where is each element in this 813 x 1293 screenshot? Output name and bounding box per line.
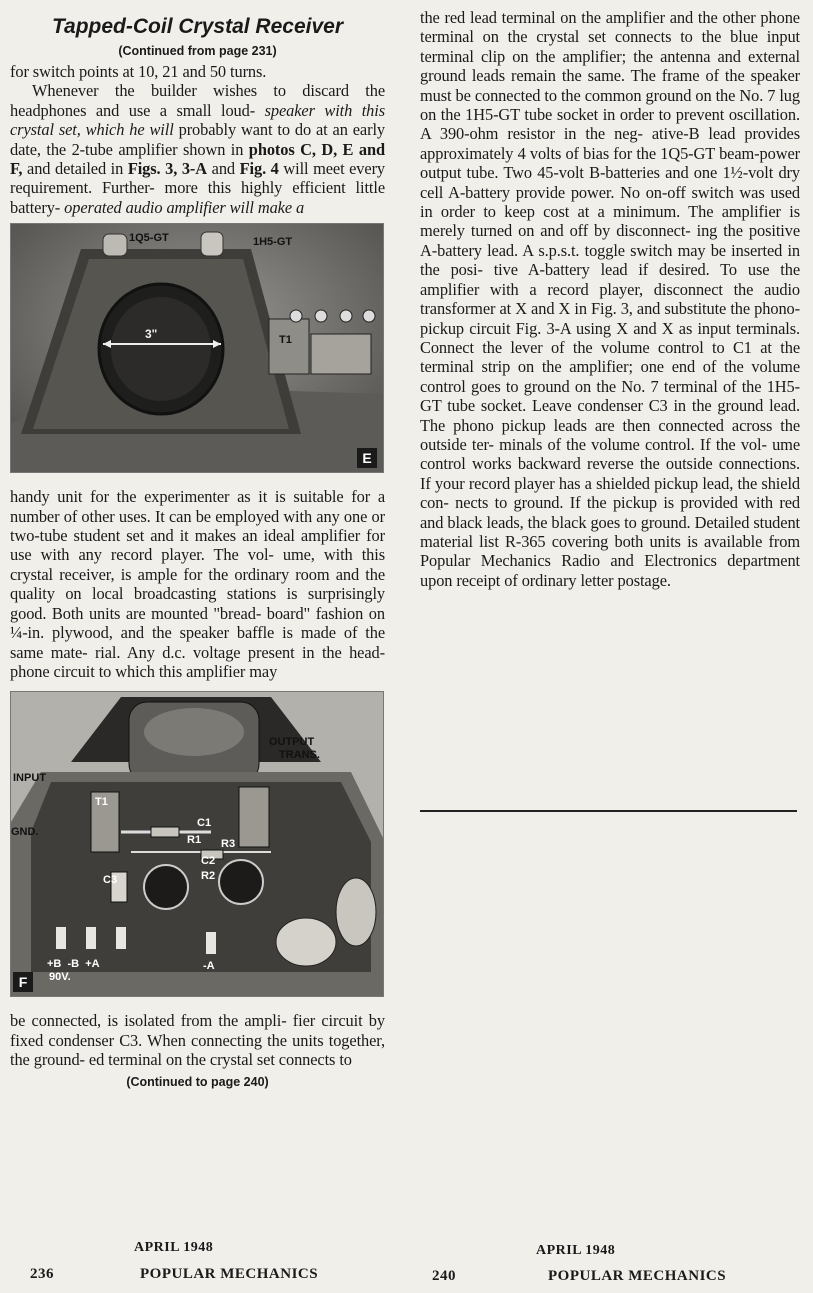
label-t1-f: T1 bbox=[95, 796, 108, 809]
photo-e-illustration bbox=[11, 224, 384, 473]
label-r3: R3 bbox=[221, 838, 236, 851]
footer-left-date: APRIL 1948 bbox=[134, 1240, 214, 1255]
label-1q5-gt: 1Q5-GT bbox=[129, 232, 169, 245]
label-r1: R1 bbox=[187, 834, 202, 847]
label-t1: T1 bbox=[279, 334, 292, 347]
label-90v: 90V. bbox=[49, 971, 71, 984]
right-column bbox=[420, 0, 800, 590]
label-minus-a: -A bbox=[203, 960, 215, 973]
label-input: INPUT bbox=[13, 772, 46, 785]
left-paragraph-4: be connected, is isolated from the ampli- fier circuit by fixed condenser C3. When connecting the units together, the ground- ed terminal on the crystal set connects to bbox=[10, 1011, 385, 1070]
label-c2: C2 bbox=[201, 855, 216, 868]
label-battery-terminals: +B -B +A bbox=[47, 958, 100, 971]
footer-right-page-number: 240 bbox=[432, 1268, 456, 1284]
footer-right-magazine: POPULAR MECHANICS bbox=[548, 1268, 727, 1284]
label-c1: C1 bbox=[197, 817, 212, 830]
footer-left-page-number: 236 bbox=[30, 1266, 54, 1282]
left-column bbox=[10, 0, 385, 1091]
photo-e-letter: E bbox=[357, 448, 377, 468]
label-dimension: 3" bbox=[145, 327, 158, 342]
footer-right-date: APRIL 1948 bbox=[536, 1243, 616, 1258]
article-title: Tapped-Coil Crystal Receiver bbox=[52, 15, 343, 38]
label-output: OUTPUT bbox=[269, 736, 315, 749]
left-paragraph-1: for switch points at 10, 21 and 50 turns. bbox=[10, 62, 267, 81]
continued-to: (Continued to page 240) bbox=[126, 1074, 269, 1089]
label-r2: R2 bbox=[201, 870, 216, 883]
photo-f-amplifier-top-view bbox=[10, 691, 384, 997]
left-paragraph-2: Whenever the builder wishes to discard the headphones and use a small loud- speaker with this crystal set, which he will probably want to do at an early date, the 2-tube amplifier shown in photos C, D, E and F, and detailed in Figs. 3, 3-A and Fig. 4 will meet every requirement. Further- more this highly efficient little battery- operated audio amplifier will make a bbox=[10, 81, 386, 217]
label-c3: C3 bbox=[103, 874, 118, 887]
label-1h5-gt: 1H5-GT bbox=[253, 236, 293, 249]
right-paragraph-1: the red lead terminal on the amplifier and the other phone terminal on the crystal set connects to the blue input terminal clip on the amplifier; the antenna and external ground leads remain the same. The frame of the speaker must be connected to the common ground on the No. 7 lug on the 1H5-GT tube socket in order to prevent oscillation. A 390-ohm resistor in the neg- ative-B lead provides approximately 4 volts of bias for the 1Q5-GT beam-power output tube. Two 45-volt B-batteries and one 1½-volt dry cell A-battery provide power. No on-off switch was used in order to keep cost at a minimum. The amplifier is merely turned on and off by disconnect- ing the positive A-battery lead. A s.p.s.t. toggle switch may be inserted in the posi- tive A-battery lead if desired. To use the amplifier with a record player, disconnect the audio transformer at X and X in Fig. 3, and substitute the phono-pickup circuit Fig. 3-A using X and X as input terminals. Connect the lever of the volume control to C1 at the terminal strip on the amplifier; one end of the volume control goes to ground on the No. 7 terminal of the 1H5- GT tube socket. Leave condenser C3 in the ground lead. The phono pickup leads are then connected across the outside ter- minals of the volume control. If the vol- ume control works backward reverse the outside connections. If your record player has a shielded pickup lead, the shield con- nects to ground. If the pickup is provided with red and black leads, the black goes to ground. Detailed student material list R-365 covering both units is available from Popular Mechanics Radio and Electronics department upon receipt of ordinary letter postage. bbox=[420, 8, 800, 590]
column-end-rule bbox=[420, 810, 797, 812]
label-gnd: GND. bbox=[11, 826, 39, 839]
label-trans: TRANS. bbox=[279, 749, 320, 762]
photo-f-letter: F bbox=[13, 972, 33, 992]
photo-e-amplifier-speaker bbox=[10, 223, 384, 473]
continued-from: (Continued from page 231) bbox=[118, 44, 277, 58]
footer-left-magazine: POPULAR MECHANICS bbox=[140, 1266, 319, 1282]
left-paragraph-3: handy unit for the experimenter as it is suitable for a number of other uses. It can be employed with any one or two-tube student set and it makes an ideal amplifier for use with any record player. The vol- ume, with this crystal receiver, is ample for the ordinary room and the quality on local broadcasting stations is surprisingly good. Both units are mounted "bread- board" fashion on ¼-in. plywood, and the speaker baffle is made of the same mate- rial. Any d.c. voltage present in the head- phone circuit to which this amplifier may bbox=[10, 487, 385, 681]
